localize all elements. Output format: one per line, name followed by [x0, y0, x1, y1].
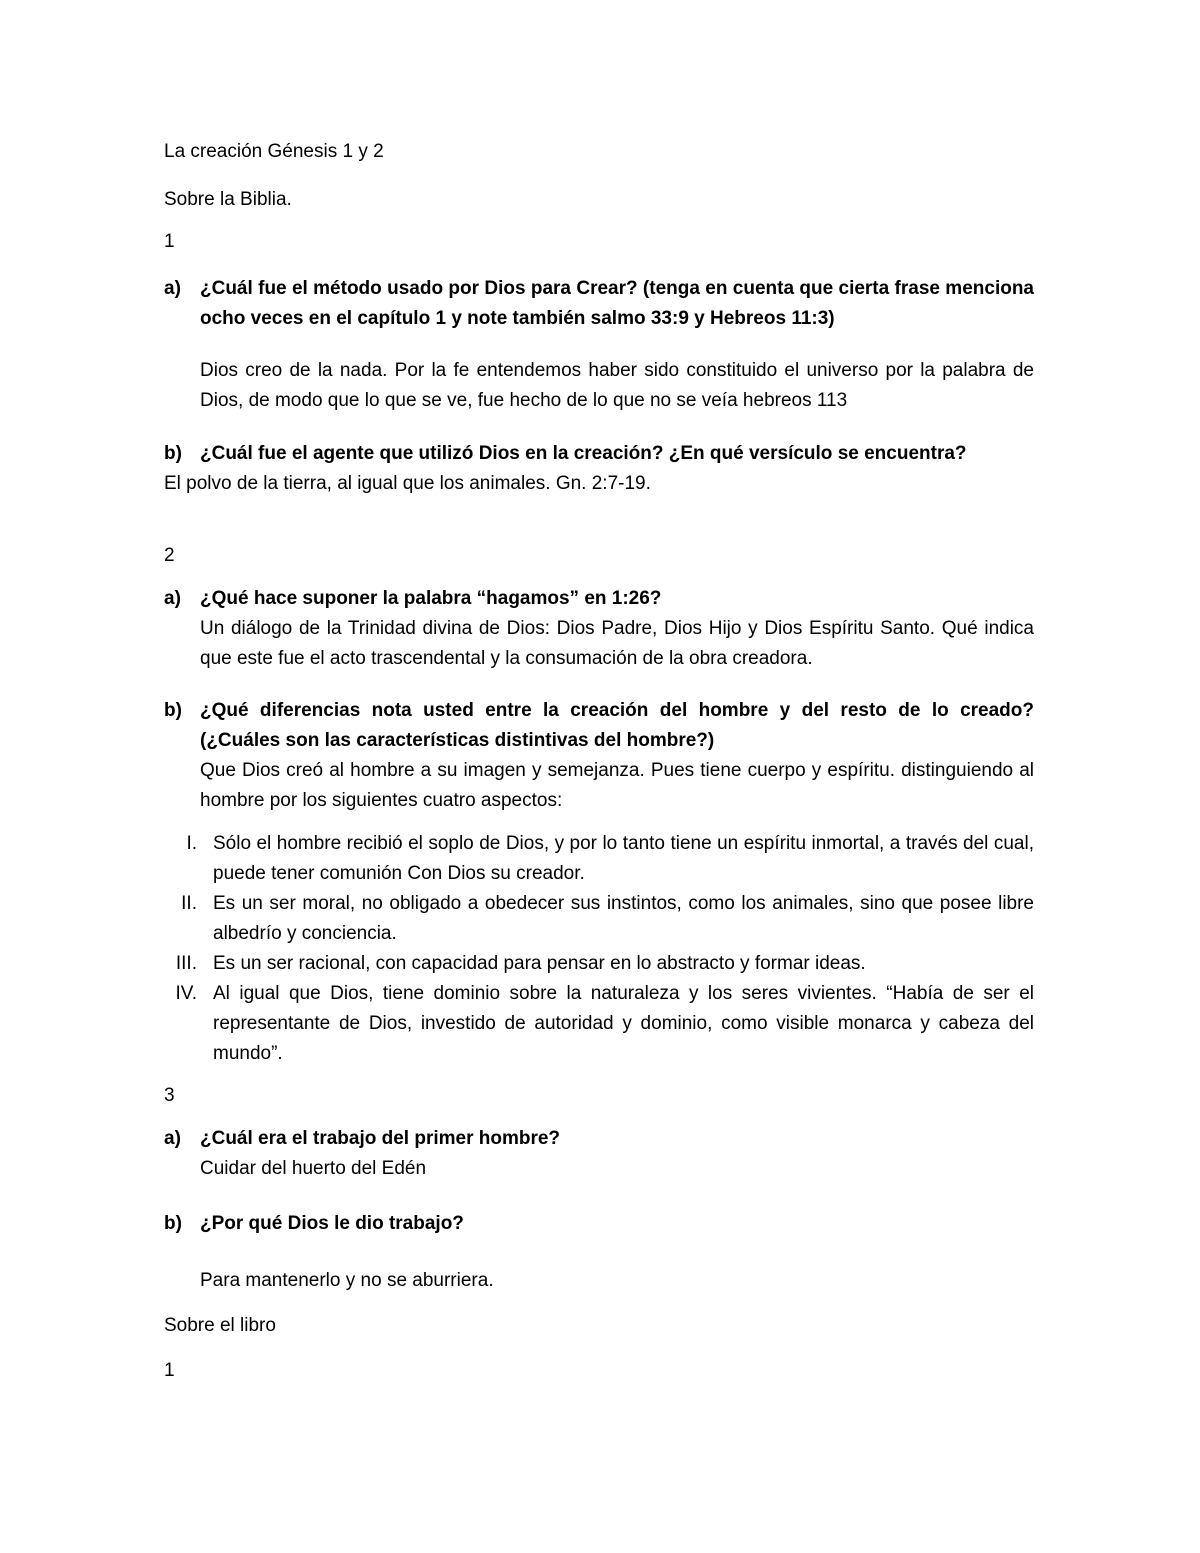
section-number-1: 1	[164, 231, 175, 252]
roman-item-2	[164, 889, 1034, 949]
answer-2b: Que Dios creó al hombre a su imagen y semejanza. Pues tiene cuerpo y espíritu. distinguiendo al hombre por los siguientes cuatro aspectos:	[200, 760, 1034, 811]
answer-1b: El polvo de la tierra, al igual que los animales. Gn. 2:7-19.	[164, 473, 651, 494]
doc-title: La creación Génesis 1 y 2	[164, 141, 384, 162]
question-2b	[164, 696, 1034, 756]
roman-item-1-text: Sólo el hombre recibió el soplo de Dios, y por lo tanto tiene un espíritu inmortal, a través del cual, puede tener comunión Con Dios su creador.	[213, 833, 1034, 884]
roman-list	[164, 829, 1034, 1069]
roman-numeral-4: IV.	[175, 983, 197, 1004]
section-number-1-bottom: 1	[164, 1360, 175, 1381]
question-1b	[164, 439, 1034, 469]
roman-item-2-text: Es un ser moral, no obligado a obedecer sus instintos, como los animales, sino que posee libre albedrío y conciencia.	[213, 893, 1034, 944]
roman-item-4	[164, 979, 1034, 1069]
answer-1a: Dios creo de la nada. Por la fe entendemos haber sido constituido el universo por la palabra de Dios, de modo que lo que se ve, fue hecho de lo que no se veía hebreos 113	[200, 360, 1034, 411]
question-3a	[164, 1124, 1034, 1154]
question-2a-marker: a)	[164, 588, 181, 609]
question-1b-text: ¿Cuál fue el agente que utilizó Dios en la creación? ¿En qué versículo se encuentra?	[200, 443, 967, 464]
question-1a-marker: a)	[164, 278, 181, 299]
section-number-2: 2	[164, 545, 175, 566]
question-1b-marker: b)	[164, 443, 182, 464]
roman-numeral-2: II.	[181, 893, 197, 914]
question-2b-marker: b)	[164, 700, 182, 721]
section-label-sobre-la-biblia: Sobre la Biblia.	[164, 189, 292, 210]
question-3a-text: ¿Cuál era el trabajo del primer hombre?	[200, 1128, 561, 1149]
question-2a	[164, 584, 1034, 614]
question-2b-text: ¿Qué diferencias nota usted entre la creación del hombre y del resto de lo creado? (¿Cuáles son las características distintivas del hombre?)	[200, 700, 1034, 751]
question-3b-marker: b)	[164, 1213, 182, 1234]
question-1a-text: ¿Cuál fue el método usado por Dios para Crear? (tenga en cuenta que cierta frase menciona ocho veces en el capítulo 1 y note también salmo 33:9 y Hebreos 11:3)	[200, 278, 1034, 329]
answer-3b: Para mantenerlo y no se aburriera.	[200, 1270, 494, 1291]
roman-item-3-text: Es un ser racional, con capacidad para pensar en lo abstracto y formar ideas.	[213, 953, 866, 974]
question-3b	[164, 1209, 1034, 1239]
answer-2a: Un diálogo de la Trinidad divina de Dios: Dios Padre, Dios Hijo y Dios Espíritu Santo. Qué indica que este fue el acto trascendental y la consumación de la obra creadora.	[200, 618, 1034, 669]
question-3a-marker: a)	[164, 1128, 181, 1149]
section-label-sobre-el-libro: Sobre el libro	[164, 1315, 276, 1336]
question-2a-text: ¿Qué hace suponer la palabra “hagamos” en 1:26?	[200, 588, 662, 609]
question-1a	[164, 274, 1034, 334]
answer-3a: Cuidar del huerto del Edén	[200, 1158, 427, 1179]
roman-item-4-text: Al igual que Dios, tiene dominio sobre la naturaleza y los seres vivientes. “Había de ser el representante de Dios, investido de autoridad y dominio, como visible monarca y cabeza del mundo”.	[213, 983, 1034, 1064]
roman-numeral-3: III.	[175, 953, 197, 974]
roman-item-1	[164, 829, 1034, 889]
roman-numeral-1: I.	[186, 833, 197, 854]
section-number-3: 3	[164, 1085, 175, 1106]
roman-item-3	[164, 949, 1034, 979]
question-3b-text: ¿Por qué Dios le dio trabajo?	[200, 1213, 464, 1234]
